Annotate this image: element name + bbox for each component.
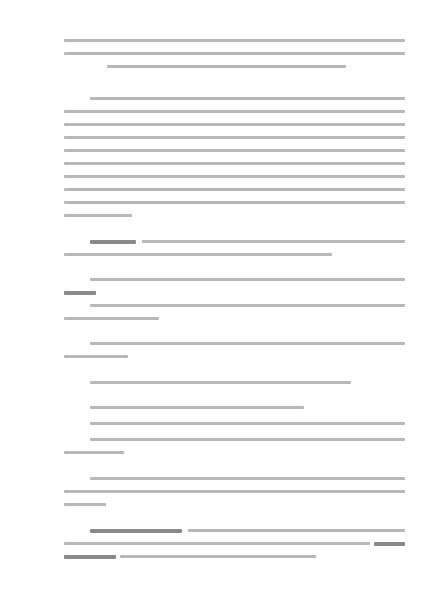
text-line [90,278,405,281]
bold-text-line [64,555,116,559]
text-line [64,355,128,358]
text-line [64,175,405,178]
text-line [64,52,405,55]
text-line [64,162,405,165]
text-line [64,253,332,256]
text-line [90,97,405,100]
text-line [107,65,346,68]
text-line [64,214,132,217]
text-line [90,406,304,409]
text-line [64,317,159,320]
text-line [64,39,405,42]
text-line [64,451,124,454]
text-line [64,110,405,113]
bold-text-line [90,240,136,244]
bold-text-line [90,529,182,533]
text-line [90,477,405,480]
text-line [64,201,405,204]
text-line [188,529,405,532]
bold-text-line [374,542,405,546]
text-line [64,136,405,139]
text-line [90,381,351,384]
text-line [90,304,405,307]
text-line [142,240,405,243]
text-line [64,490,405,493]
text-line [90,422,405,425]
text-line [64,123,405,126]
text-line [90,342,405,345]
text-line [64,542,370,545]
text-line [120,555,316,558]
text-line [64,188,405,191]
text-line [90,438,405,441]
bold-text-line [64,291,96,295]
text-line [64,149,405,152]
text-line [64,503,106,506]
